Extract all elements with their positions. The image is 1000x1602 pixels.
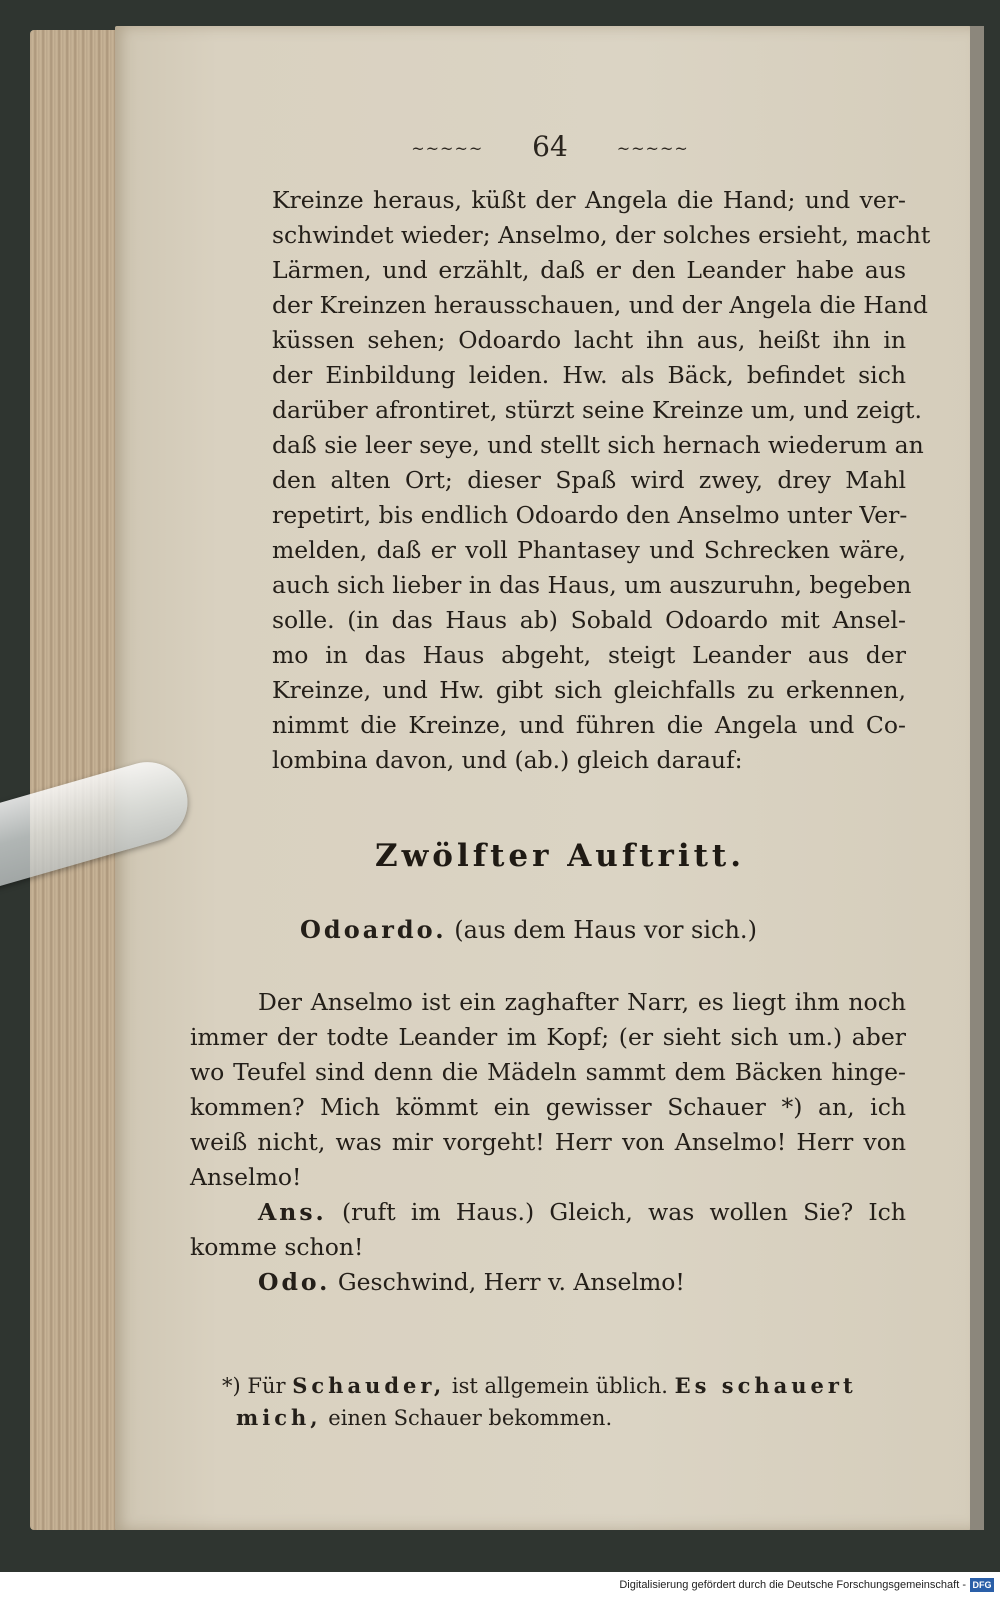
dialog-line: wo Teufel sind denn die Mädeln sammt dem Bäcken hinge- <box>190 1058 906 1086</box>
dialog-line: immer der todte Leander im Kopf; (er sieht sich um.) aber <box>190 1023 906 1051</box>
body-line: schwindet wieder; Anselmo, der solches ersieht, macht <box>272 221 931 249</box>
body-line: auch sich lieber in das Haus, um auszuruhn, begeben <box>272 571 912 599</box>
ans-line <box>190 1195 906 1230</box>
page-right-edge <box>970 26 984 1530</box>
body-line: melden, daß er voll Phantasey und Schrecken wäre, <box>272 536 906 564</box>
footnote <box>222 1370 912 1434</box>
ans-line-continued: komme schon! <box>190 1233 364 1261</box>
speaker-line <box>300 915 820 944</box>
dfg-logo: DFG <box>970 1578 994 1592</box>
dialog-line: Der Anselmo ist ein zaghafter Narr, es liegt ihm noch <box>258 988 906 1016</box>
footnote-text: Für <box>247 1374 286 1398</box>
footnote-line-2 <box>222 1402 912 1434</box>
body-text <box>272 183 931 778</box>
dialog-line: weiß nicht, was mir vorgeht! Herr von Anselmo! Herr von <box>190 1128 906 1156</box>
body-line: solle. (in das Haus ab) Sobald Odoardo mit Ansel- <box>272 606 906 634</box>
body-line: Kreinze heraus, küßt der Angela die Hand; und ver- <box>272 186 906 214</box>
body-line: lombina davon, und (ab.) gleich darauf: <box>272 746 743 774</box>
odo-text: Geschwind, Herr v. Anselmo! <box>337 1268 685 1296</box>
body-line: Kreinze, und Hw. gibt sich gleichfalls zu erkennen, <box>272 676 906 704</box>
speaker-name-odo: Odo. <box>258 1268 331 1296</box>
header-ornament-right: ~~~~~ <box>616 139 689 158</box>
speaker-name: Odoardo. <box>300 915 447 944</box>
speaker-name-ans: Ans. <box>258 1198 327 1226</box>
page-header <box>400 130 700 170</box>
stage-direction: (aus dem Haus vor sich.) <box>454 916 757 944</box>
dialog-line: kommen? Mich kömmt ein gewisser Schauer *) an, ich <box>190 1093 906 1121</box>
header-ornament-left: ~~~~~ <box>411 139 484 158</box>
body-line: repetirt, bis endlich Odoardo den Anselmo unter Ver- <box>272 501 908 529</box>
body-line: nimmt die Kreinze, und führen die Angela und Co- <box>272 711 906 739</box>
body-line: küssen sehen; Odoardo lacht ihn aus, heißt ihn in <box>272 326 906 354</box>
body-line: daß sie leer seye, und stellt sich hernach wiederum an <box>272 431 924 459</box>
scene-heading: Zwölfter Auftritt. <box>374 838 746 874</box>
body-line: der Einbildung leiden. Hw. als Bäck, befindet sich <box>272 361 906 389</box>
footer-credit: Digitalisierung gefördert durch die Deutsche Forschungsgemeinschaft - <box>619 1579 966 1591</box>
footnote-emphasis: Es schauert <box>674 1373 857 1398</box>
footnote-text: ist allgemein üblich. <box>451 1374 668 1398</box>
ans-text: (ruft im Haus.) Gleich, was wollen Sie? Ich <box>341 1198 906 1226</box>
body-line: Lärmen, und erzählt, daß er den Leander habe aus <box>272 256 906 284</box>
body-line: der Kreinzen herausschauen, und der Angela die Hand <box>272 291 928 319</box>
page-number: 64 <box>532 130 568 163</box>
footnote-emphasis: mich, <box>236 1405 322 1430</box>
footnote-emphasis: Schauder, <box>292 1373 446 1398</box>
body-line: den alten Ort; dieser Spaß wird zwey, drey Mahl <box>272 466 906 494</box>
footnote-text: einen Schauer bekommen. <box>328 1406 613 1430</box>
footnote-marker: *) <box>222 1374 241 1398</box>
body-line: mo in das Haus abgeht, steigt Leander aus der <box>272 641 906 669</box>
footnote-line-1 <box>222 1370 912 1402</box>
body-line: darüber afrontiret, stürzt seine Kreinze um, und zeigt. <box>272 396 922 424</box>
odo-line <box>190 1265 906 1300</box>
dialog-line: Anselmo! <box>190 1163 302 1191</box>
dialog-block <box>190 985 906 1300</box>
footer-bar <box>0 1572 1000 1602</box>
